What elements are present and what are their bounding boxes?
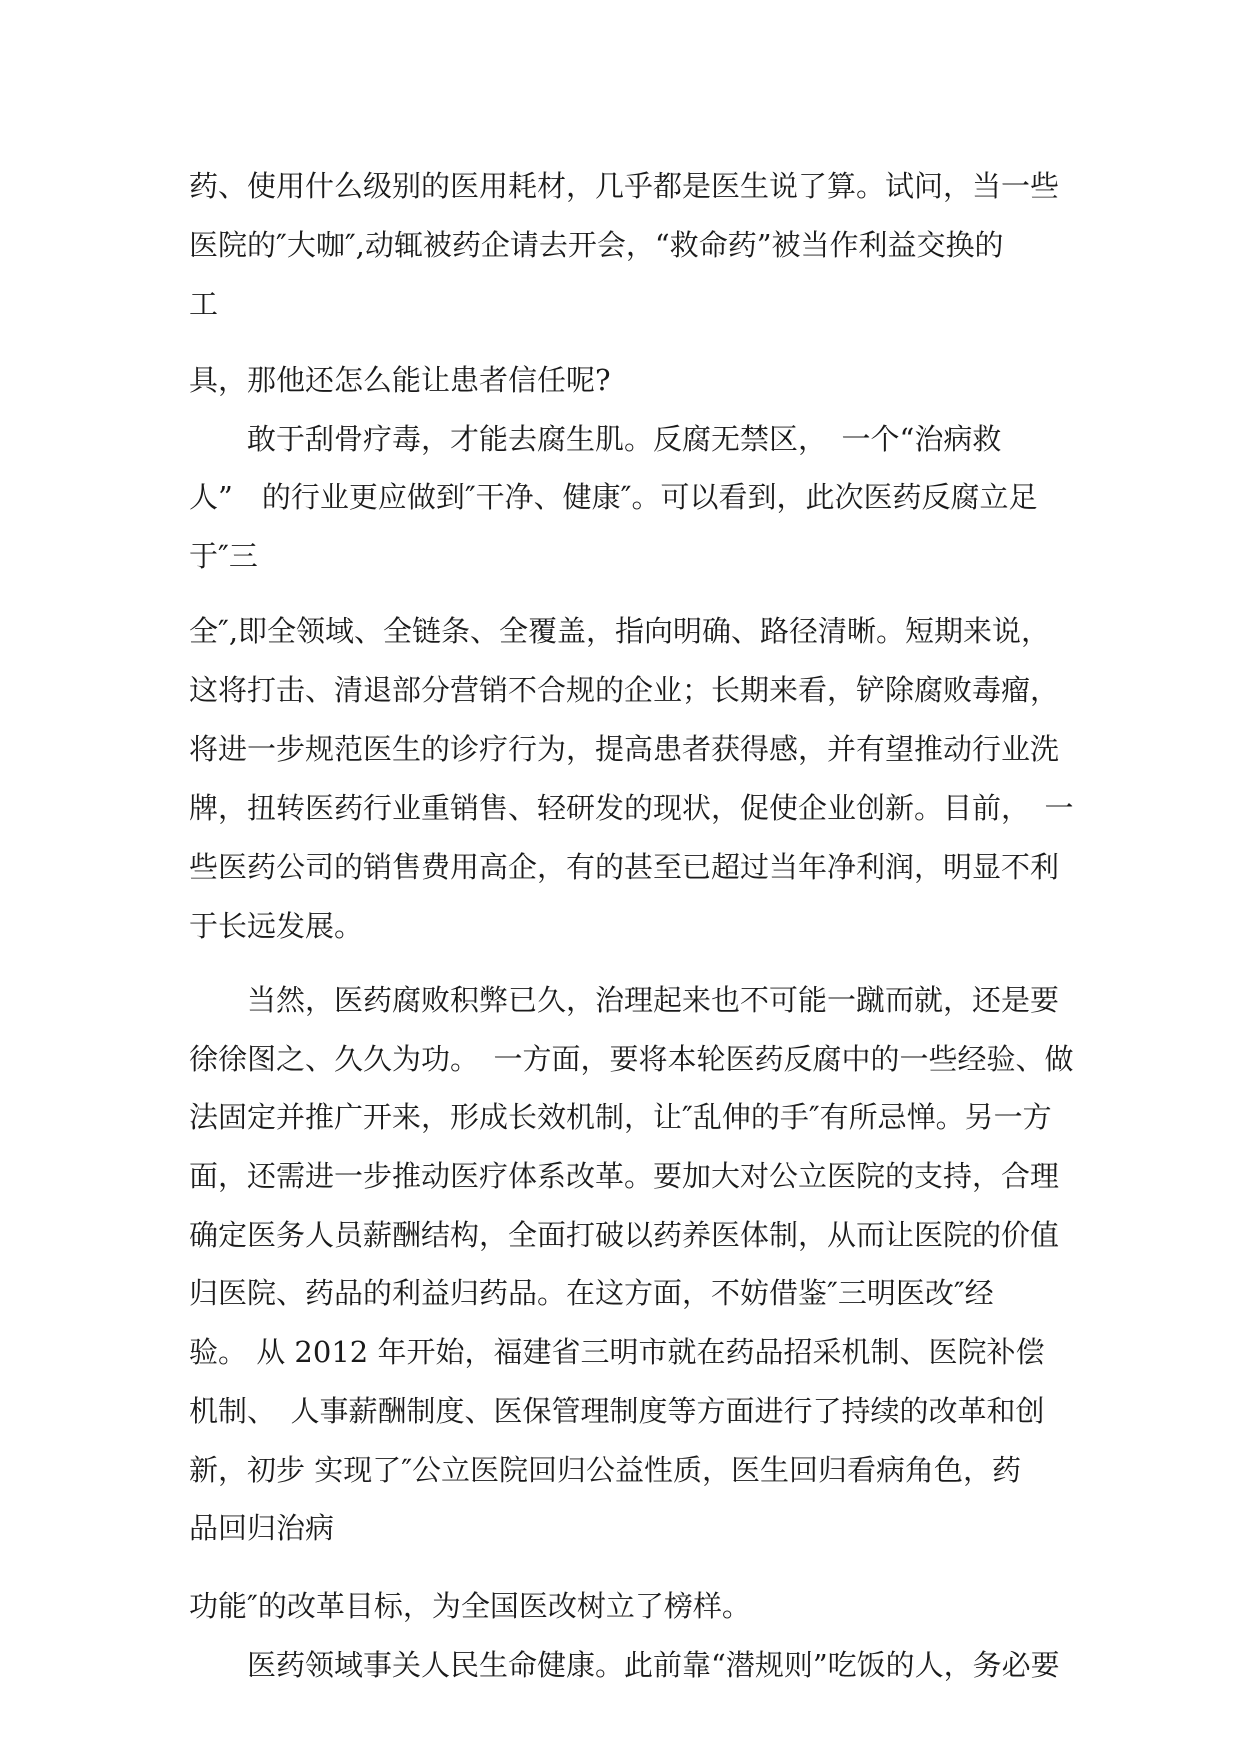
- text-line: 牌，扭转医药行业重销售、轻研发的现状，促使企业创新。目前， 一: [189, 791, 1074, 825]
- text-line: 将进一步规范医生的诊疗行为，提高患者获得感，并有望推动行业洗: [189, 732, 1060, 766]
- text-line: 功能″的改革目标，为全国医改树立了榜样。: [189, 1589, 751, 1623]
- text-line: 人” 的行业更应做到″干净、健康″。可以看到，此次医药反腐立足: [189, 480, 1038, 514]
- text-line: 品回归治病: [189, 1511, 335, 1545]
- text-line: 医药领域事关人民生命健康。此前靠“潜规则”吃饭的人，务必要: [189, 1648, 1060, 1682]
- text-line: 法固定并推广开来，形成长效机制，让″乱伸的手″有所忌惮。另一方: [189, 1100, 1052, 1134]
- text-line: 当然，医药腐败积弊已久，治理起来也不可能一蹴而就，还是要: [189, 983, 1060, 1017]
- text-line: 些医药公司的销售费用高企，有的甚至已超过当年净利润，明显不利: [189, 850, 1060, 884]
- text-line: 这将打击、清退部分营销不合规的企业；长期来看，铲除腐败毒瘤，: [189, 673, 1060, 707]
- text-line: 医院的″大咖″,动辄被药企请去开会，“救命药”被当作利益交换的: [189, 228, 1004, 262]
- text-line: 于长远发展。: [189, 909, 364, 943]
- text-line: 徐徐图之、久久为功。 一方面，要将本轮医药反腐中的一些经验、做: [189, 1042, 1074, 1076]
- text-line: 机制、 人事薪酬制度、医保管理制度等方面进行了持续的改革和创: [189, 1394, 1045, 1428]
- text-line: 归医院、药品的利益归药品。在这方面，不妨借鉴″三明医改″经: [189, 1276, 994, 1310]
- text-line: 敢于刮骨疗毒，才能去腐生肌。反腐无禁区， 一个“治病救: [189, 422, 1002, 456]
- text-line: 具，那他还怎么能让患者信任呢?: [189, 363, 611, 397]
- text-line: 新，初步 实现了″公立医院回归公益性质，医生回归看病角色，药: [189, 1453, 1022, 1487]
- text-line: 于″三: [189, 539, 258, 573]
- text-line: 面，还需进一步推动医疗体系改革。要加大对公立医院的支持，合理: [189, 1159, 1060, 1193]
- text-line: 确定医务人员薪酬结构，全面打破以药养医体制，从而让医院的价值: [189, 1218, 1060, 1252]
- text-line: 工: [189, 287, 219, 321]
- text-line: 全″,即全领域、全链条、全覆盖，指向明确、路径清晰。短期来说，: [189, 614, 1051, 648]
- text-line: 药、使用什么级别的医用耗材，几乎都是医生说了算。试问，当一些: [189, 169, 1060, 203]
- text-line: 验。 从 2012 年开始，福建省三明市就在药品招采机制、医院补偿: [189, 1335, 1045, 1369]
